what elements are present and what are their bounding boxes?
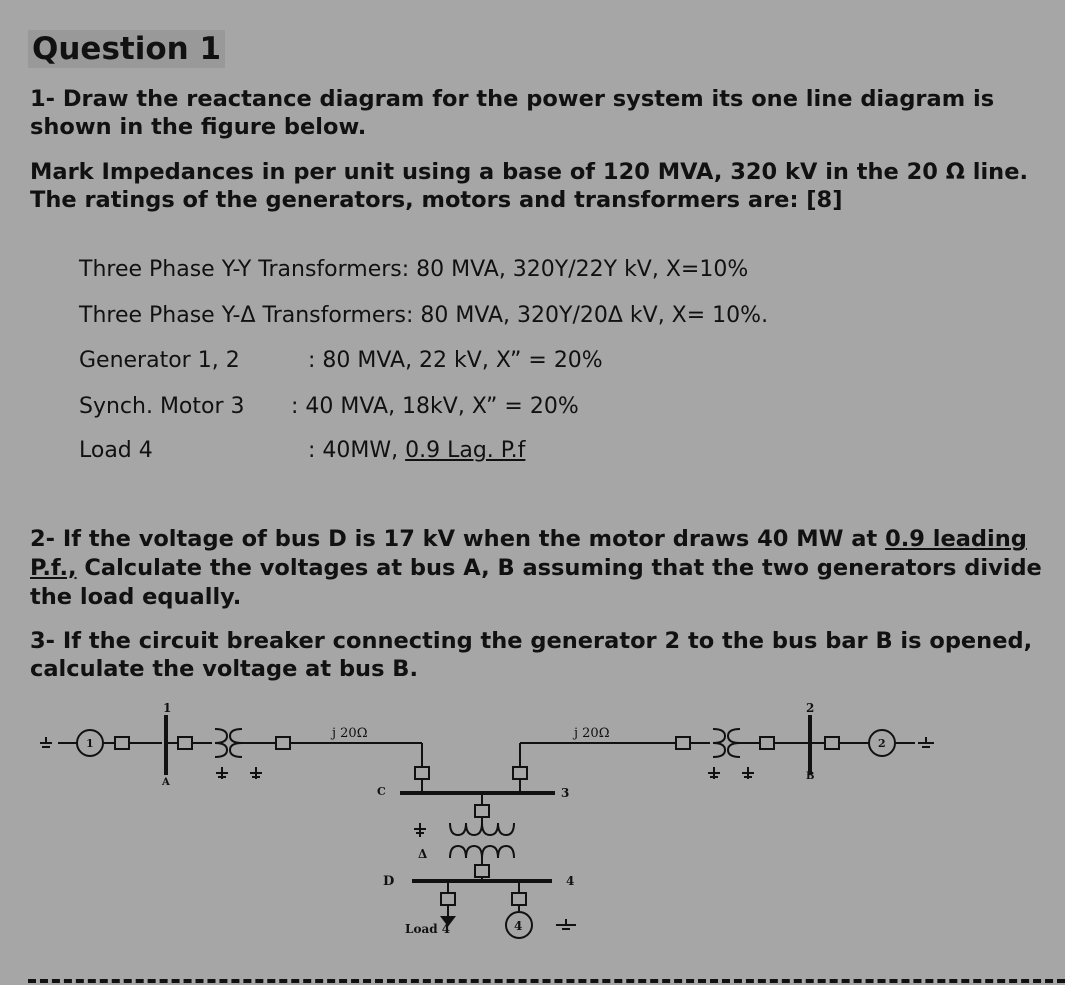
breaker-d-top (475, 865, 489, 877)
bus-b-label: B (806, 771, 815, 782)
transformer-t1-symbol (215, 729, 242, 757)
part2-line2 (30, 554, 1042, 582)
breaker-3-right (513, 767, 527, 779)
breaker-t2 (676, 737, 690, 749)
part2-line1-text: 2- If the voltage of bus D is 17 kV when the motor draws 40 MW at (30, 526, 886, 552)
bus-3-label: 3 (561, 786, 570, 800)
one-line-diagram (0, 695, 1065, 945)
section-divider (28, 979, 1065, 983)
rating-generator-value: : 80 MVA, 22 kV, X” = 20% (308, 348, 603, 373)
rating-yy-transformer: Three Phase Y-Y Transformers: 80 MVA, 320Y/22Y kV, X=10% (79, 257, 749, 282)
ground-symbol-gen1 (40, 737, 52, 747)
rating-motor-name: Synch. Motor 3 (79, 394, 245, 419)
breaker-a (178, 737, 192, 749)
transformer-t3-symbol (450, 823, 514, 858)
ground-symbol-gen2 (918, 737, 934, 747)
part1-line4: The ratings of the generators, motors and transformers are: [8] (30, 187, 843, 213)
rating-generator-name: Generator 1, 2 (79, 348, 240, 373)
ground-t1 (216, 767, 262, 779)
delta-symbol: Δ (418, 847, 428, 861)
part3-line2: calculate the voltage at bus B. (30, 656, 418, 682)
rating-load-name: Load 4 (79, 438, 153, 463)
part1-line3: Mark Impedances in per unit using a base of 120 MVA, 320 kV in the 20 Ω line. (30, 159, 1029, 185)
breaker-b (760, 737, 774, 749)
breaker-3-down (475, 805, 489, 817)
rating-load-value (308, 437, 525, 465)
part2-pf: P.f., (30, 555, 77, 581)
bus-top-label-2: 2 (806, 701, 815, 715)
breaker-load (441, 893, 455, 905)
part2-leading-pf: 0.9 leading (885, 526, 1027, 552)
breaker-t1 (276, 737, 290, 749)
bus-c-label: C (377, 785, 386, 798)
part2-line3: the load equally. (30, 584, 242, 610)
rating-yd-transformer: Three Phase Y-Δ Transformers: 80 MVA, 320Y/20Δ kV, X= 10%. (79, 303, 769, 328)
load-label: Load 4 (405, 922, 451, 936)
part1-line1: 1- Draw the reactance diagram for the power system its one line diagram is (30, 86, 995, 112)
bus-d-label: D (383, 874, 395, 889)
ground-motor (556, 919, 576, 929)
breaker-gen2 (825, 737, 839, 749)
breaker-gen1 (115, 737, 129, 749)
part2-line1 (30, 525, 1027, 553)
bus-4-label: 4 (566, 874, 575, 888)
rating-load-pf: 0.9 Lag. P.f (405, 438, 526, 463)
line-impedance-left: j 20Ω (332, 726, 368, 741)
transformer-t2-symbol (713, 729, 740, 757)
bus-a-label: A (162, 777, 170, 788)
rating-load-prefix: : 40MW, (308, 438, 406, 463)
breaker-c (415, 767, 429, 779)
rating-motor-value: : 40 MVA, 18kV, X” = 20% (291, 394, 579, 419)
gen1-label: 1 (86, 737, 94, 750)
part1-line2: shown in the figure below. (30, 114, 367, 140)
ground-t3 (414, 823, 426, 837)
ground-t2 (708, 767, 754, 779)
question-title: Question 1 (28, 30, 225, 68)
part3-line1: 3- If the circuit breaker connecting the generator 2 to the bus bar B is opened, (30, 628, 1033, 654)
part2-line2-text: Calculate the voltages at bus A, B assuming that the two generators divide (76, 555, 1042, 581)
gen2-label: 2 (878, 737, 886, 750)
bus-top-label-1: 1 (163, 701, 172, 715)
breaker-motor (512, 893, 526, 905)
motor-label: 4 (514, 919, 523, 933)
line-impedance-right: j 20Ω (574, 726, 610, 741)
